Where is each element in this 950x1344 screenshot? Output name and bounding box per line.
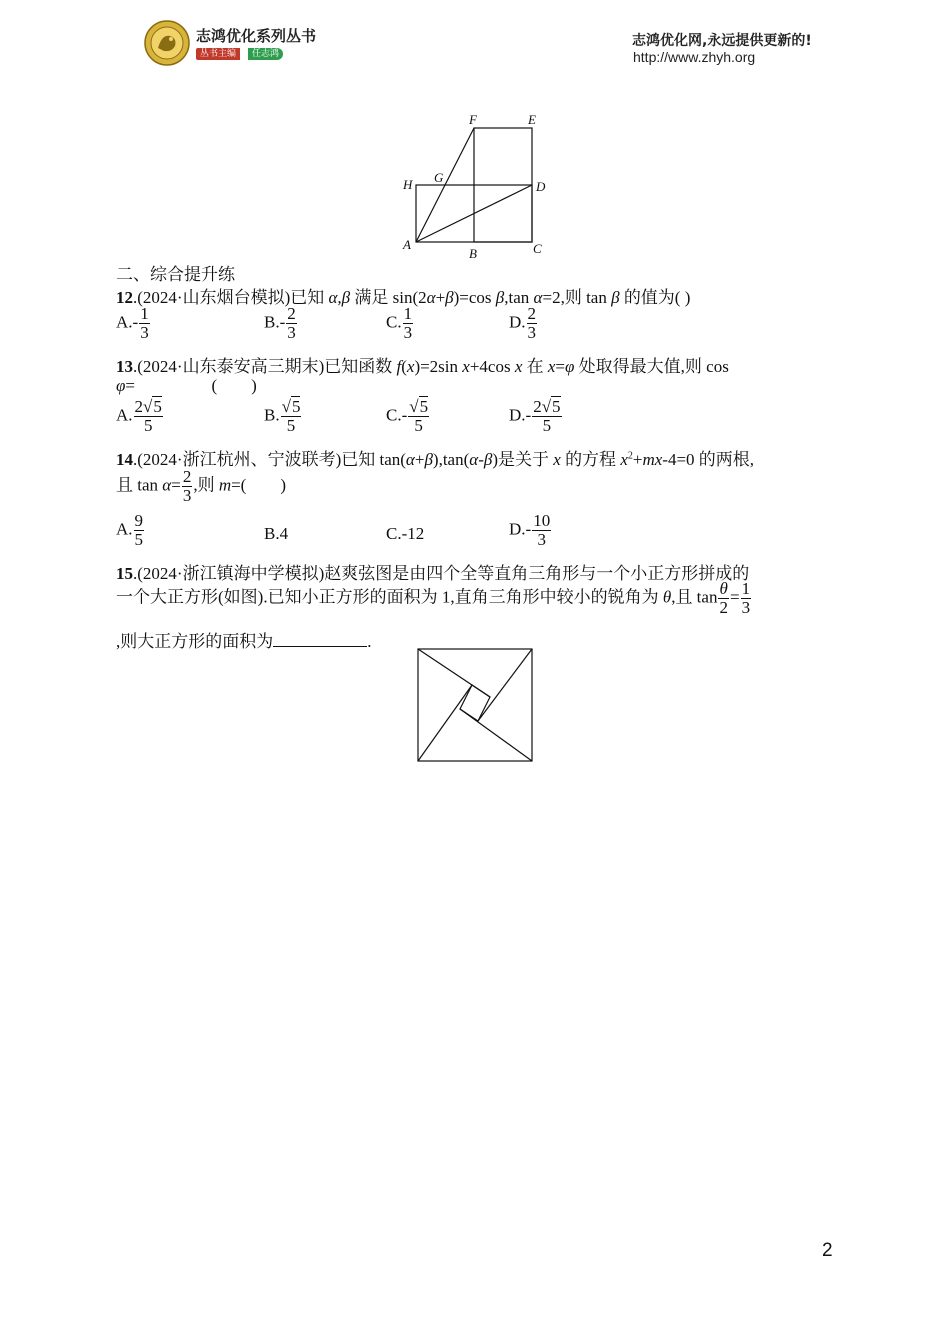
q12-option-d[interactable]: D. $\frac{2}{3}$: [509, 304, 537, 342]
section-title: 二、综合提升练: [116, 265, 235, 284]
question-13: 13.(2024·山东泰安高三期末)已知函数 f(x)=2sin x+4cos x 在 x=φ 处取得最大值,则 cos: [116, 357, 729, 376]
label-D: D: [536, 179, 546, 194]
series-title: 志鸿优化系列丛书: [196, 27, 317, 45]
q12-number: 12: [116, 288, 133, 307]
q14-option-d[interactable]: D.- $\frac{10}{3}$: [509, 511, 551, 549]
q12-option-c[interactable]: C. $\frac{1}{3}$: [386, 304, 413, 342]
question-15-line3: ,则大正方形的面积为 .: [116, 632, 372, 651]
q12-option-b[interactable]: B.- $\frac{2}{3}$: [264, 304, 296, 342]
q14-option-c[interactable]: C.-12: [386, 524, 425, 543]
label-E: E: [528, 112, 536, 127]
page-number: 2: [822, 1240, 833, 1261]
q13-option-d[interactable]: D.- $\frac{2√5}{5}$: [509, 397, 561, 435]
q14-option-a[interactable]: A. $\frac{9}{5}$: [116, 511, 144, 549]
question-15: 15.(2024·浙江镇海中学模拟)赵爽弦图是由四个全等直角三角形与一个小正方形拼成的: [116, 564, 750, 583]
answer-blank[interactable]: [273, 632, 367, 647]
q13-option-c[interactable]: C.- $\frac{√5}{5}$: [386, 397, 429, 435]
question-14-line2: 且 tan α= $\frac{2}{3}$ ,则 m=( ): [116, 467, 287, 505]
question-12: 12.(2024·山东烟台模拟)已知 α,β 满足 sin(2α+β)=cos β,tan α=2,则 tan β 的值为( ): [116, 288, 691, 307]
badge-editor: 丛书主编: [196, 48, 240, 60]
question-13-line2: φ= ( ): [116, 376, 257, 395]
question-15-line2: 一个大正方形(如图).已知小正方形的面积为 1,直角三角形中较小的锐角为 θ,且 tan $\frac{\theta}{2}$ = $\frac{1}{3}$: [116, 579, 751, 617]
label-F: F: [469, 112, 477, 127]
label-G: G: [434, 170, 444, 185]
figure-zhao-shuang-diagram: [416, 647, 534, 763]
publisher-logo-icon: [144, 20, 190, 66]
label-C: C: [533, 241, 542, 256]
badge-name: 任志鸿: [248, 48, 283, 60]
label-H: H: [403, 177, 413, 192]
q14-number: 14: [116, 450, 133, 469]
q13-option-b[interactable]: B. $\frac{√5}{5}$: [264, 397, 301, 435]
label-A: A: [403, 237, 411, 252]
q13-number: 13: [116, 357, 133, 376]
question-14: 14.(2024·浙江杭州、宁波联考)已知 tan(α+β),tan(α-β)是关于 x 的方程 $x^2+mx-4=0$ 的两根,: [116, 450, 755, 469]
q14-option-b[interactable]: B.4: [264, 524, 289, 543]
header-url[interactable]: http://www.zhyh.org: [633, 49, 756, 65]
q15-number: 15: [116, 564, 133, 583]
q13-option-a[interactable]: A. $\frac{2√5}{5}$: [116, 397, 162, 435]
q12-option-a[interactable]: A.- $\frac{1}{3}$: [116, 304, 149, 342]
label-B: B: [469, 246, 477, 261]
header-slogan: 志鸿优化网,永远提供更新的!: [632, 33, 812, 49]
figure-rectangles-diagram: [396, 108, 556, 264]
